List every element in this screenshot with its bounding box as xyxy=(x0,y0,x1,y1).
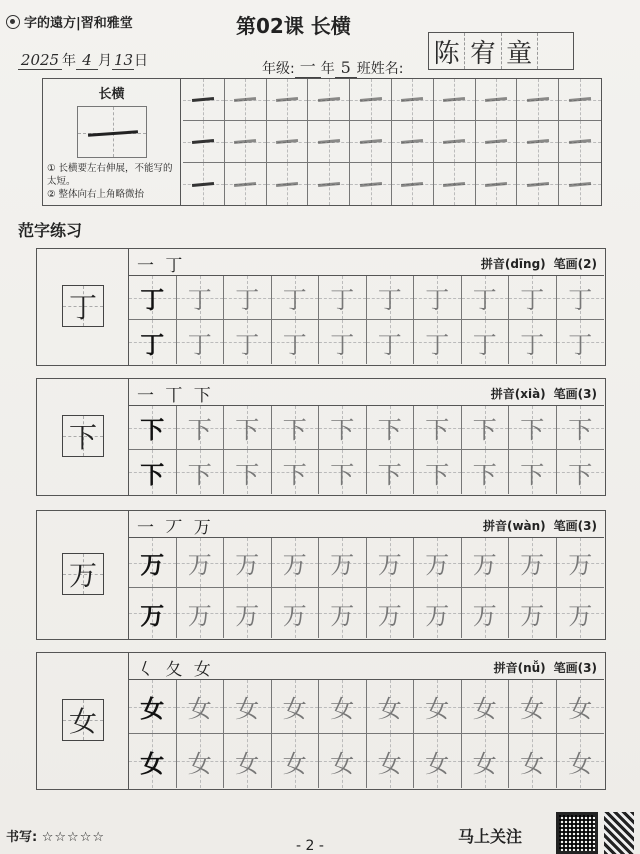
stroke-grid-cell[interactable] xyxy=(350,121,392,163)
practice-cell-trace[interactable] xyxy=(367,450,415,494)
practice-char: 下 xyxy=(377,416,402,444)
practice-cell-trace[interactable] xyxy=(367,406,415,450)
writing-rating xyxy=(6,826,105,845)
practice-block xyxy=(36,378,606,496)
horizontal-stroke-icon xyxy=(527,182,549,186)
practice-cell-trace[interactable] xyxy=(367,680,415,734)
practice-char: 女 xyxy=(472,749,497,778)
practice-char: 女 xyxy=(235,695,260,723)
stroke-grid-cell[interactable] xyxy=(392,121,434,163)
horizontal-stroke-icon xyxy=(569,139,591,143)
stroke-grid-cell[interactable] xyxy=(476,163,518,205)
practice-char: 万 xyxy=(568,551,593,579)
practice-char: 丁 xyxy=(472,330,497,359)
stroke-grid-cell[interactable] xyxy=(183,163,225,205)
practice-char: 下 xyxy=(235,460,260,489)
practice-char: 万 xyxy=(520,601,545,630)
lesson-title: 第02课 长横 xyxy=(236,14,351,38)
practice-cell-trace[interactable] xyxy=(462,320,510,364)
stroke-grid-cell[interactable] xyxy=(559,79,601,121)
practice-cell-trace[interactable] xyxy=(557,538,605,588)
practice-char: 女 xyxy=(282,749,307,778)
practice-char: 万 xyxy=(520,551,545,579)
practice-cell-trace[interactable] xyxy=(557,406,605,450)
practice-char: 下 xyxy=(330,416,355,444)
class-field[interactable]: 5 xyxy=(335,58,357,78)
practice-cell-trace[interactable] xyxy=(557,680,605,734)
horizontal-stroke-icon xyxy=(485,139,507,143)
practice-cell-trace[interactable] xyxy=(414,450,462,494)
grade-field[interactable]: 一 xyxy=(295,54,321,78)
practice-cell-trace[interactable] xyxy=(177,450,225,494)
practice-cell-trace[interactable] xyxy=(177,406,225,450)
practice-char: 下 xyxy=(425,460,450,489)
practice-char: 丁 xyxy=(425,330,450,359)
practice-char: 丁 xyxy=(377,330,402,359)
practice-char: 女 xyxy=(282,695,307,723)
date-line xyxy=(18,50,148,70)
practice-cell-trace[interactable] xyxy=(177,588,225,638)
stroke-grid-cell[interactable] xyxy=(350,79,392,121)
practice-char: 万 xyxy=(377,601,402,630)
char-practice-grid[interactable] xyxy=(129,537,604,638)
practice-cell-trace[interactable] xyxy=(367,588,415,638)
pinyin-label: 拼音(xià) xyxy=(490,387,546,401)
practice-block xyxy=(36,652,606,790)
practice-cell-trace[interactable] xyxy=(509,734,557,788)
model-char-box xyxy=(62,553,104,595)
practice-cell-trace[interactable] xyxy=(509,276,557,320)
stroke-count-label: 笔画(3) xyxy=(553,519,597,533)
horizontal-stroke-icon xyxy=(192,182,214,186)
brand-seal-icon xyxy=(6,15,20,29)
practice-char: 女 xyxy=(235,749,260,778)
model-char-box xyxy=(62,285,104,327)
horizontal-stroke-icon xyxy=(443,139,465,143)
practice-cell-trace[interactable] xyxy=(414,734,462,788)
practice-char: 女 xyxy=(568,695,593,723)
writing-label: 书写: xyxy=(6,830,38,845)
horizontal-stroke-icon xyxy=(234,97,256,101)
practice-cell-trace[interactable] xyxy=(319,406,367,450)
char-info xyxy=(481,255,597,272)
brand-text: 字的遠方|習和雅堂 xyxy=(24,16,133,31)
date-day-unit: 日 xyxy=(134,53,148,69)
practice-char: 下 xyxy=(472,460,497,489)
stroke-grid-cell[interactable] xyxy=(476,121,518,163)
stroke-note-2: ② 整体向右上角略微抬 xyxy=(47,189,145,200)
stroke-grid-cell[interactable] xyxy=(476,79,518,121)
practice-cell-trace[interactable] xyxy=(319,538,367,588)
practice-cell-trace[interactable] xyxy=(272,320,320,364)
practice-cell-trace[interactable] xyxy=(462,276,510,320)
stroke-grid-cell[interactable] xyxy=(225,121,267,163)
practice-char: 丁 xyxy=(187,286,212,314)
date-year[interactable]: 2025 xyxy=(18,51,62,70)
practice-char: 丁 xyxy=(568,286,593,314)
stroke-grid-cell[interactable] xyxy=(559,121,601,163)
stroke-model-box xyxy=(42,78,602,206)
practice-cell-trace[interactable] xyxy=(462,588,510,638)
practice-char: 丁 xyxy=(282,286,307,314)
stroke-grid-cell[interactable] xyxy=(392,79,434,121)
practice-cell-model[interactable] xyxy=(129,450,177,494)
practice-cell-trace[interactable] xyxy=(414,276,462,320)
stroke-grid-cell[interactable] xyxy=(183,121,225,163)
practice-cell-trace[interactable] xyxy=(224,538,272,588)
practice-char: 下 xyxy=(568,416,593,444)
practice-char: 丁 xyxy=(235,286,260,314)
practice-char: 万 xyxy=(235,551,260,579)
char-practice-grid[interactable] xyxy=(129,275,604,364)
practice-cell-trace[interactable] xyxy=(272,450,320,494)
practice-cell-trace[interactable] xyxy=(224,588,272,638)
grade-label: 年级: xyxy=(262,61,295,77)
stroke-model-panel xyxy=(43,79,181,205)
practice-char: 女 xyxy=(472,695,497,723)
practice-cell-trace[interactable] xyxy=(272,734,320,788)
practice-char: 万 xyxy=(330,551,355,579)
name-char-3: 童 xyxy=(502,33,538,69)
practice-cell-trace[interactable] xyxy=(367,320,415,364)
stroke-grid-cell[interactable] xyxy=(308,121,350,163)
practice-char: 女 xyxy=(425,695,450,723)
practice-cell-trace[interactable] xyxy=(319,450,367,494)
stroke-model-title: 长横 xyxy=(98,87,125,102)
practice-cell-trace[interactable] xyxy=(462,734,510,788)
practice-char: 万 xyxy=(282,551,307,579)
practice-char: 丁 xyxy=(568,330,593,359)
practice-char: 万 xyxy=(472,551,497,579)
practice-char: 下 xyxy=(187,416,212,444)
practice-cell-trace[interactable] xyxy=(224,450,272,494)
practice-char: 下 xyxy=(235,416,260,444)
practice-cell-trace[interactable] xyxy=(367,734,415,788)
stroke-note-1: ① 长横要左右伸展，不能写的太短。 xyxy=(47,163,173,187)
date-month-unit: 月 xyxy=(98,53,112,69)
practice-char: 丁 xyxy=(330,330,355,359)
practice-char: 下 xyxy=(282,460,307,489)
practice-char: 丁 xyxy=(140,329,165,359)
practice-char: 丁 xyxy=(140,285,165,314)
practice-char: 丁 xyxy=(282,330,307,359)
date-day[interactable]: 13 xyxy=(114,51,134,69)
practice-cell-trace[interactable] xyxy=(177,538,225,588)
practice-char: 下 xyxy=(568,460,593,489)
practice-cell-model[interactable] xyxy=(129,734,177,788)
practice-char: 女 xyxy=(140,748,165,778)
practice-block xyxy=(36,248,606,366)
stroke-practice-grid[interactable] xyxy=(183,79,601,205)
model-char: 丁 xyxy=(68,291,97,324)
horizontal-stroke-icon xyxy=(443,182,465,186)
practice-cell-model[interactable] xyxy=(129,276,177,320)
practice-cell-trace[interactable] xyxy=(414,406,462,450)
horizontal-stroke-icon xyxy=(318,97,340,101)
practice-cell-trace[interactable] xyxy=(557,320,605,364)
horizontal-stroke-icon xyxy=(318,182,340,186)
name-label: 姓名: xyxy=(370,61,404,77)
practice-char: 女 xyxy=(520,749,545,778)
practice-cell-trace[interactable] xyxy=(509,406,557,450)
horizontal-stroke-icon xyxy=(569,97,591,101)
horizontal-stroke-icon xyxy=(192,97,214,101)
practice-cell-trace[interactable] xyxy=(414,320,462,364)
practice-cell-trace[interactable] xyxy=(272,588,320,638)
class-unit: 班 xyxy=(356,61,371,77)
char-practice-grid[interactable] xyxy=(129,679,604,788)
stroke-count-label: 笔画(3) xyxy=(553,661,597,675)
horizontal-stroke-icon xyxy=(569,182,591,186)
practice-char: 女 xyxy=(140,694,165,723)
practice-char: 下 xyxy=(520,416,545,444)
practice-char: 女 xyxy=(377,695,402,723)
model-char: 女 xyxy=(68,705,97,738)
stroke-order-sequence: 𡿨 夂 女 xyxy=(137,660,214,680)
horizontal-stroke-icon xyxy=(276,182,298,186)
stroke-grid-cell[interactable] xyxy=(559,163,601,205)
practice-cell-trace[interactable] xyxy=(224,680,272,734)
practice-char: 丁 xyxy=(187,330,212,359)
practice-cell-trace[interactable] xyxy=(319,588,367,638)
practice-cell-trace[interactable] xyxy=(557,450,605,494)
horizontal-stroke-icon xyxy=(485,97,507,101)
stroke-grid-cell[interactable] xyxy=(517,121,559,163)
practice-char: 万 xyxy=(282,601,307,630)
date-year-unit: 年 xyxy=(62,53,76,69)
practice-char: 万 xyxy=(235,601,260,630)
practice-char: 万 xyxy=(330,601,355,630)
practice-cell-trace[interactable] xyxy=(272,406,320,450)
stroke-grid-cell[interactable] xyxy=(517,163,559,205)
horizontal-stroke-icon xyxy=(276,97,298,101)
horizontal-stroke-icon xyxy=(401,182,423,186)
horizontal-stroke-icon xyxy=(234,139,256,143)
char-practice-grid[interactable] xyxy=(129,405,604,494)
practice-cell-trace[interactable] xyxy=(177,680,225,734)
practice-cell-trace[interactable] xyxy=(224,734,272,788)
char-info xyxy=(494,659,597,676)
horizontal-stroke-icon xyxy=(318,139,340,143)
horizontal-stroke-icon xyxy=(401,97,423,101)
practice-char: 万 xyxy=(568,601,593,630)
practice-char: 万 xyxy=(187,601,212,630)
model-char: 万 xyxy=(68,559,97,592)
stroke-order-sequence: 一 丆 万 xyxy=(137,518,214,538)
practice-cell-model[interactable] xyxy=(129,320,177,364)
horizontal-stroke-icon xyxy=(192,139,214,143)
practice-char: 万 xyxy=(377,551,402,579)
practice-char: 丁 xyxy=(472,286,497,314)
practice-char: 女 xyxy=(187,695,212,723)
practice-cell-trace[interactable] xyxy=(509,588,557,638)
date-month[interactable]: 4 xyxy=(76,51,98,70)
practice-char: 女 xyxy=(568,749,593,778)
practice-char: 丁 xyxy=(520,330,545,359)
practice-cell-trace[interactable] xyxy=(509,680,557,734)
long-horizontal-stroke-diagram-icon xyxy=(77,106,147,158)
qr-code-partial-icon xyxy=(604,812,634,854)
practice-char: 女 xyxy=(377,749,402,778)
practice-cell-model[interactable] xyxy=(129,588,177,638)
stroke-order-sequence: 一 丅 下 xyxy=(137,386,214,406)
practice-cell-trace[interactable] xyxy=(319,320,367,364)
practice-char: 丁 xyxy=(330,286,355,314)
practice-cell-trace[interactable] xyxy=(414,538,462,588)
stroke-order-sequence: 一 丁 xyxy=(137,256,186,276)
practice-cell-trace[interactable] xyxy=(557,734,605,788)
practice-cell-trace[interactable] xyxy=(462,450,510,494)
practice-char: 女 xyxy=(330,695,355,723)
stroke-grid-cell[interactable] xyxy=(308,79,350,121)
practice-char: 万 xyxy=(425,601,450,630)
practice-char: 下 xyxy=(282,416,307,444)
stroke-grid-cell[interactable] xyxy=(267,121,309,163)
horizontal-stroke-icon xyxy=(360,182,382,186)
practice-cell-model[interactable] xyxy=(129,406,177,450)
name-field[interactable] xyxy=(428,32,574,70)
practice-cell-model[interactable] xyxy=(129,680,177,734)
practice-cell-trace[interactable] xyxy=(272,538,320,588)
name-char-2: 宥 xyxy=(465,33,501,69)
practice-cell-trace[interactable] xyxy=(319,276,367,320)
practice-block xyxy=(36,510,606,640)
char-info xyxy=(483,517,597,534)
practice-char: 下 xyxy=(377,460,402,489)
practice-char: 女 xyxy=(520,695,545,723)
practice-char: 女 xyxy=(425,749,450,778)
rating-stars-icon[interactable]: ☆☆☆☆☆ xyxy=(41,830,106,845)
practice-char: 女 xyxy=(187,749,212,778)
practice-cell-model[interactable] xyxy=(129,538,177,588)
horizontal-stroke-icon xyxy=(276,139,298,143)
practice-cell-trace[interactable] xyxy=(177,276,225,320)
practice-char: 丁 xyxy=(520,286,545,314)
pinyin-label: 拼音(dīng) xyxy=(480,257,546,271)
practice-char: 下 xyxy=(187,460,212,489)
horizontal-stroke-icon xyxy=(360,97,382,101)
stroke-grid-cell[interactable] xyxy=(225,79,267,121)
horizontal-stroke-icon xyxy=(443,97,465,101)
follow-label: 马上关注 xyxy=(458,827,523,846)
practice-char: 下 xyxy=(425,416,450,444)
char-info xyxy=(491,385,597,402)
practice-cell-trace[interactable] xyxy=(557,588,605,638)
practice-cell-trace[interactable] xyxy=(177,734,225,788)
horizontal-stroke-icon xyxy=(401,139,423,143)
practice-char: 下 xyxy=(520,460,545,489)
practice-cell-trace[interactable] xyxy=(509,538,557,588)
practice-cell-trace[interactable] xyxy=(462,406,510,450)
practice-char: 下 xyxy=(330,460,355,489)
practice-cell-trace[interactable] xyxy=(272,276,320,320)
practice-cell-trace[interactable] xyxy=(224,276,272,320)
practice-cell-trace[interactable] xyxy=(224,406,272,450)
grade-line xyxy=(262,54,403,78)
stroke-grid-cell[interactable] xyxy=(225,163,267,205)
practice-char: 丁 xyxy=(235,330,260,359)
stroke-grid-cell[interactable] xyxy=(183,79,225,121)
name-char-1: 陈 xyxy=(429,33,465,69)
stroke-grid-cell[interactable] xyxy=(517,79,559,121)
practice-cell-trace[interactable] xyxy=(319,680,367,734)
pinyin-label: 拼音(wàn) xyxy=(482,519,546,533)
stroke-grid-cell[interactable] xyxy=(392,163,434,205)
model-char: 下 xyxy=(68,421,97,454)
model-char-box xyxy=(62,699,104,741)
horizontal-stroke-icon xyxy=(527,139,549,143)
page-number: - 2 - xyxy=(296,838,324,854)
practice-cell-trace[interactable] xyxy=(462,538,510,588)
grade-unit: 年 xyxy=(320,61,335,77)
stroke-grid-cell[interactable] xyxy=(434,121,476,163)
horizontal-stroke-icon xyxy=(527,97,549,101)
practice-char: 万 xyxy=(472,601,497,630)
stroke-grid-cell[interactable] xyxy=(267,163,309,205)
practice-cell-trace[interactable] xyxy=(319,734,367,788)
practice-cell-trace[interactable] xyxy=(224,320,272,364)
horizontal-stroke-icon xyxy=(360,139,382,143)
brand-logo xyxy=(6,12,133,31)
practice-cell-trace[interactable] xyxy=(367,538,415,588)
practice-char: 万 xyxy=(140,600,165,630)
practice-cell-trace[interactable] xyxy=(177,320,225,364)
stroke-count-label: 笔画(2) xyxy=(553,257,597,271)
practice-char: 万 xyxy=(425,551,450,579)
pinyin-label: 拼音(nǚ) xyxy=(493,661,546,675)
practice-cell-trace[interactable] xyxy=(509,450,557,494)
practice-cell-trace[interactable] xyxy=(414,680,462,734)
practice-char: 丁 xyxy=(425,286,450,314)
practice-char: 下 xyxy=(140,459,165,489)
section-title: 范字练习 xyxy=(18,221,83,240)
stroke-grid-cell[interactable] xyxy=(350,163,392,205)
practice-cell-trace[interactable] xyxy=(367,276,415,320)
qr-code-icon[interactable] xyxy=(556,812,598,854)
model-char-box xyxy=(62,415,104,457)
stroke-grid-cell[interactable] xyxy=(267,79,309,121)
stroke-grid-cell[interactable] xyxy=(434,79,476,121)
horizontal-stroke-icon xyxy=(234,182,256,186)
horizontal-stroke-icon xyxy=(485,182,507,186)
practice-char: 万 xyxy=(140,550,165,579)
name-char-4 xyxy=(538,33,573,69)
practice-char: 下 xyxy=(472,416,497,444)
practice-cell-trace[interactable] xyxy=(414,588,462,638)
stroke-count-label: 笔画(3) xyxy=(553,387,597,401)
practice-char: 下 xyxy=(140,415,165,444)
practice-char: 女 xyxy=(330,749,355,778)
practice-char: 丁 xyxy=(377,286,402,314)
practice-cell-trace[interactable] xyxy=(272,680,320,734)
stroke-grid-cell[interactable] xyxy=(434,163,476,205)
practice-cell-trace[interactable] xyxy=(509,320,557,364)
practice-cell-trace[interactable] xyxy=(462,680,510,734)
stroke-grid-cell[interactable] xyxy=(308,163,350,205)
practice-char: 万 xyxy=(187,551,212,579)
practice-cell-trace[interactable] xyxy=(557,276,605,320)
